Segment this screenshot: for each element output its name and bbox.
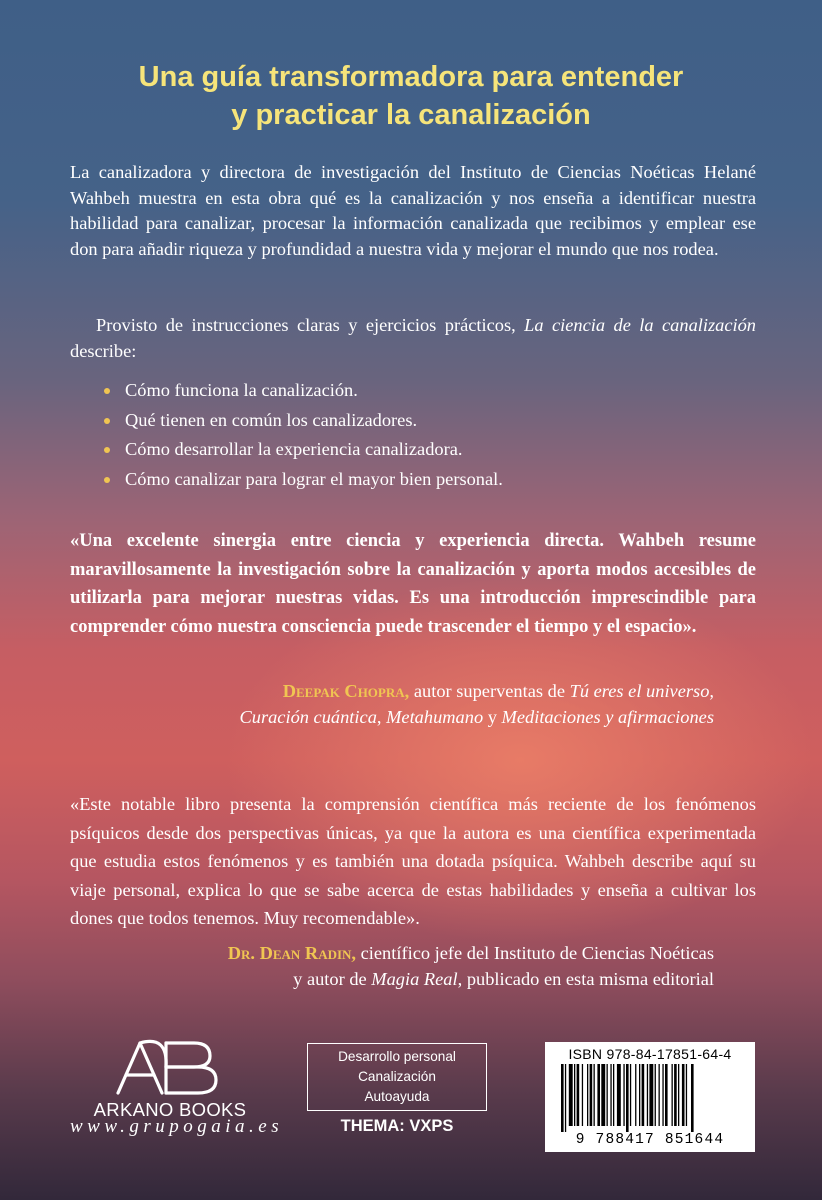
headline-line-1: Una guía transformadora para entender (138, 61, 684, 93)
barcode-bar (565, 1064, 566, 1132)
barcode-bar (678, 1064, 679, 1126)
publisher-name: ARKANO BOOKS (93, 1099, 247, 1120)
intro-text-after: describe: (70, 340, 137, 361)
intro-paragraph-2 (70, 313, 756, 364)
testimonial-quote-2: «Este notable libro presenta la comprensión científica más reciente de los fenómenos psíquicos desde dos perspectivas únicas, ya que la autora es una científica experimentada que estudia estos fenómenos y es también una dotada psíquica. Wahbeh describe aquí su viaje personal, explica lo que se sabe acerca de estas habilidades y enseña a cultivar los dones que todos tenemos. Muy recomendable». (70, 794, 756, 928)
category-label: Desarrollo personal (338, 1049, 456, 1064)
headline-line-2: y practicar la canalización (231, 99, 591, 131)
barcode-bar (597, 1064, 600, 1126)
book-title: La ciencia de la canalización (524, 315, 756, 335)
isbn-label: ISBN 978-84-17851-64-4 (568, 1046, 732, 1062)
barcode-bar (662, 1064, 663, 1126)
publisher-website: www.grupogaia.es (70, 1116, 284, 1137)
testimonial-attribution-2 (74, 941, 714, 992)
barcode-bar (590, 1064, 593, 1126)
barcode-bar (691, 1064, 694, 1132)
barcode-bar (610, 1064, 611, 1126)
list-item: Cómo funciona la canalización. (100, 376, 740, 406)
quote-author: Dr. Dean Radin, (227, 943, 357, 963)
quote-author: Deepak Chopra, (282, 681, 410, 701)
feature-list (100, 376, 740, 494)
testimonial-attribution-1 (74, 679, 714, 730)
intro-paragraph: La canalizadora y directora de investigación del Instituto de Ciencias Noéticas Helané Wahbeh muestra en esta obra qué es la canalización y nos enseña a identificar nuestra habilidad para canalizar, procesar la información canalizada que recibimos y emplear ese don para añadir riqueza y profundidad a nuestra vida y mejorar el mundo que nos rodea. (70, 162, 756, 259)
arkano-books-logo-icon (110, 1037, 230, 1097)
barcode-bar (665, 1064, 668, 1126)
category-label: Canalización (358, 1069, 436, 1084)
barcode-bar (613, 1064, 614, 1126)
list-item: Qué tienen en común los canalizadores. (100, 406, 740, 436)
barcode-bar (587, 1064, 588, 1126)
headline (0, 58, 822, 134)
barcode-bar (623, 1064, 624, 1126)
book-title: Tú eres el universo, (569, 681, 714, 701)
barcode-bar (649, 1064, 653, 1126)
list-item: Cómo canalizar para lograr el mayor bien personal. (100, 465, 740, 495)
barcode-bar (607, 1064, 608, 1126)
barcode-bar (574, 1064, 575, 1126)
category-label: Autoayuda (364, 1089, 430, 1104)
author-role: y autor de (293, 968, 372, 989)
barcode-bar (601, 1064, 605, 1126)
testimonial-quote-1: «Una excelente sinergia entre ciencia y experiencia directa. Wahbeh resume maravillosamente la investigación sobre la canalización y aporta modos accesibles de utilizarla para mejorar nuestras vidas. Es una introducción imprescindible para comprender cómo nuestra consciencia puede trascender el tiempo y el espacio». (70, 531, 756, 637)
intro-text-before: Provisto de instrucciones claras y ejercicios prácticos, (96, 315, 525, 335)
separator: , (376, 706, 387, 727)
book-title: Magia Real (371, 968, 458, 989)
isbn-digits: 9 788417 851644 (575, 1132, 725, 1148)
barcode-bar (617, 1064, 621, 1126)
barcode-bar (659, 1064, 660, 1126)
barcode-bar (647, 1064, 648, 1126)
barcode-bar (639, 1064, 640, 1126)
author-role: , publicado en esta misma editorial (457, 968, 714, 989)
barcode-bar (569, 1064, 573, 1126)
thema-code: THEMA: VXPS (340, 1117, 454, 1135)
author-role: autor superventas de (409, 681, 570, 701)
barcode-bar (630, 1064, 631, 1126)
barcode-icon (559, 1064, 741, 1132)
barcode-bar (561, 1064, 564, 1132)
author-role: científico jefe del Instituto de Ciencias Noéticas (356, 943, 714, 963)
barcode-bar (635, 1064, 636, 1126)
book-title: Metahumano (386, 706, 484, 727)
barcode-bar (682, 1064, 685, 1126)
barcode-bar (594, 1064, 595, 1126)
isbn-barcode (545, 1042, 755, 1152)
book-title: Meditaciones y afirmaciones (501, 706, 714, 727)
barcode-bar (582, 1064, 583, 1126)
separator: y (483, 706, 502, 727)
barcode-bar (674, 1064, 677, 1126)
category-box (307, 1043, 487, 1111)
barcode-bar (672, 1064, 673, 1126)
barcode-bar (577, 1064, 580, 1126)
barcode-bar (642, 1064, 645, 1126)
barcode-bar (655, 1064, 656, 1126)
barcode-bar (626, 1064, 629, 1132)
barcode-bar (686, 1064, 687, 1126)
book-title: Curación cuántica (239, 706, 377, 727)
list-item: Cómo desarrollar la experiencia canalizadora. (100, 435, 740, 465)
